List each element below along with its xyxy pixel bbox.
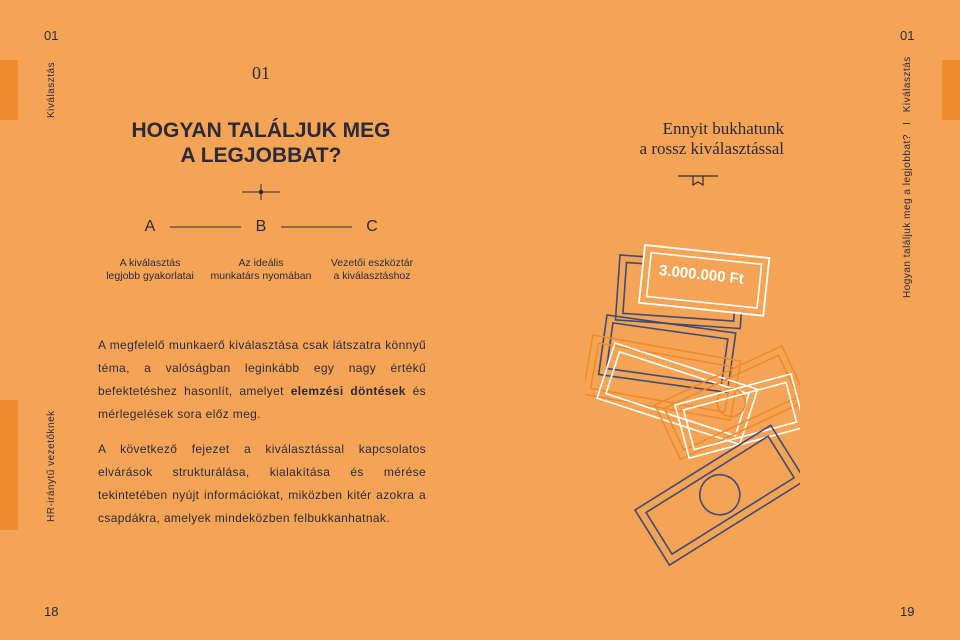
node-a-caption-line2: legjobb gyakorlatai — [106, 270, 194, 282]
right-heading-line1: Ennyit bukhatunk — [662, 119, 784, 138]
right-heading-line2: a rossz kiválasztással — [639, 139, 784, 158]
right-section-tab — [942, 60, 960, 120]
node-a-caption-line1: A kiválasztás — [119, 257, 181, 269]
right-side-label-title: Hogyan találjuk meg a legjobbat? — [902, 134, 913, 298]
node-b-caption — [201, 257, 321, 283]
left-side-tab — [0, 400, 18, 530]
right-page-number: 19 — [900, 604, 915, 619]
node-a-caption — [90, 257, 210, 283]
node-c-caption-line2: a kiválasztáshoz — [333, 270, 411, 282]
left-side-label: HR-iránytű vezetőknek — [46, 410, 57, 522]
right-top-page-number: 01 — [900, 28, 915, 43]
intro-text-part2: és mérlegelések sora előz meg. — [98, 384, 426, 421]
node-b-caption-line2: munkatárs nyomában — [210, 270, 312, 282]
node-b: B — [241, 218, 281, 236]
banknote-amount: 3.000.000 Ft — [658, 262, 745, 288]
intro-paragraph — [98, 334, 426, 426]
node-b-caption-line1: Az ideális — [238, 257, 284, 269]
page-title-line2: A LEGJOBBAT? — [180, 144, 342, 167]
right-side-label-section: Kiválasztás — [902, 56, 913, 113]
right-heading — [554, 119, 784, 159]
intro-text-part1: A megfelelő munkaerő kiválasztása csak látszatra könnyű téma, a valóságban leginkább egy nagy értékű befektetéshez hasonlít, amelyet — [98, 338, 426, 398]
node-c: C — [352, 218, 392, 236]
bookmark-divider-icon — [676, 172, 720, 188]
right-side-label — [902, 56, 913, 298]
left-page-number: 18 — [44, 604, 59, 619]
left-tab-label: Kiválasztás — [46, 61, 57, 118]
chapter-description-paragraph: A következő fejezet a kiválasztással kapcsolatos elvárások strukturálása, kialakítása és mérése tekintetében nyújt információkat, miközben kitér azokra a csapdákra, amelyek mindeközben felbukkanhatnak. — [98, 442, 426, 525]
intro-text-bold: elemzési döntések — [290, 384, 406, 398]
node-a: A — [130, 218, 170, 236]
node-c-caption — [312, 257, 432, 283]
chapter-number: 01 — [252, 63, 270, 83]
banknotes-illustration — [585, 235, 800, 620]
right-side-label-separator: I — [902, 121, 913, 125]
left-top-page-number: 01 — [44, 28, 59, 43]
node-c-caption-line1: Vezetői eszköztár — [330, 257, 414, 269]
page-title-line1: HOGYAN TALÁLJUK MEG — [131, 119, 391, 142]
page-title — [111, 118, 411, 168]
left-section-tab — [0, 60, 18, 120]
